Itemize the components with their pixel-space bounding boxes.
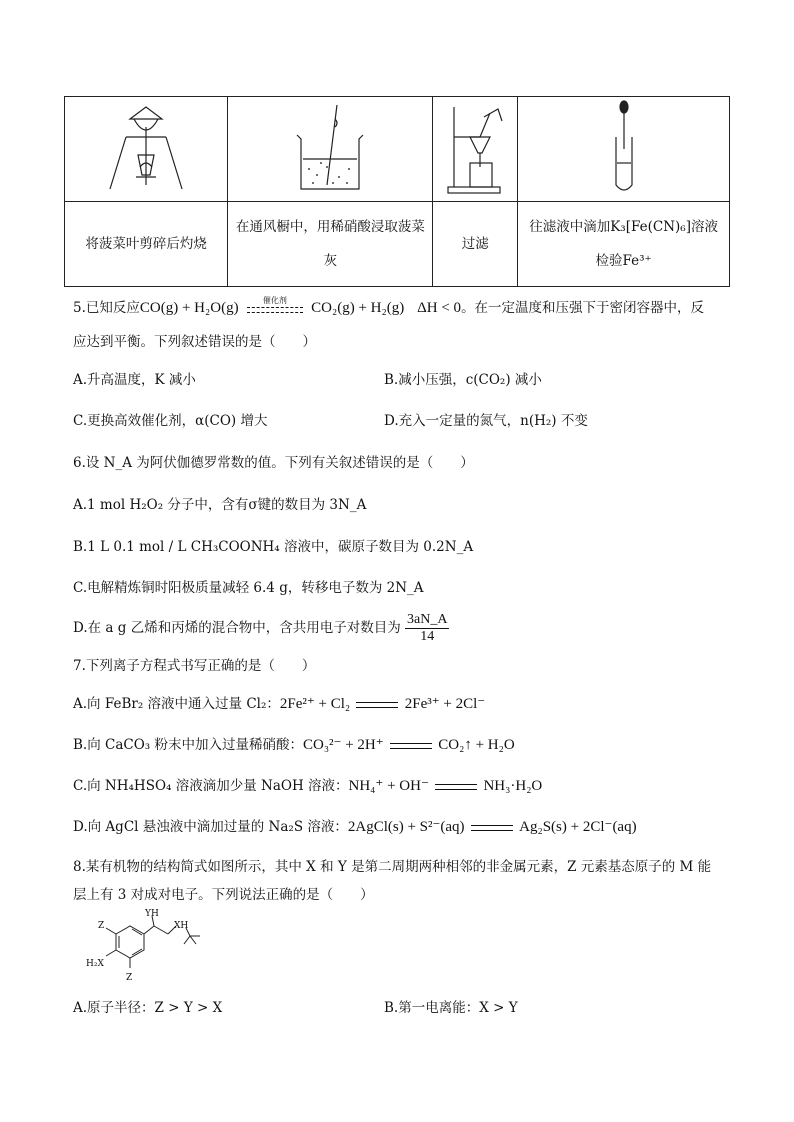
q6-stem: 6.设 N_A 为阿伏伽德罗常数的值。下列有关叙述错误的是（ ） <box>73 455 474 471</box>
yh-label: YH <box>145 909 159 919</box>
dropper-test-tube-icon <box>594 97 654 197</box>
molecule-structure-diagram <box>72 906 212 990</box>
z-label-top: Z <box>98 921 105 931</box>
q8-stem-line1: 8.某有机物的结构简式如图所示，其中 X 和 Y 是第二周期两种相邻的非金属元素，Z 元素基态原子的 M 能 <box>73 859 712 875</box>
q5-reactants: CO(g) + H₂O(g) <box>139 300 239 316</box>
q5-dh: ΔH < 0 <box>417 300 462 316</box>
q6-option-a: A.1 mol H₂O₂ 分子中，含有σ键的数目为 3N_A <box>73 497 367 513</box>
q8-option-b: B.第一电离能：X > Y <box>384 1000 518 1016</box>
ignition-apparatus-cell <box>65 97 228 202</box>
q5-products: CO₂(g) + H₂(g) <box>311 300 405 316</box>
q6-option-b: B.1 L 0.1 mol / L CH₃COONH₄ 溶液中，碳原子数目为 0.2N_A <box>73 539 474 555</box>
filtration-stand-icon <box>440 97 510 197</box>
tripod-crucible-icon <box>96 97 196 197</box>
q5-stem: 5.已知反应CO(g) + H₂O(g) 催化剂 CO₂(g) + H₂(g) ΔH < 0。在一定温度和压强下于密闭容器中，反 <box>73 298 704 318</box>
q7-option-d: D.向 AgCl 悬浊液中滴加过量的 Na₂S 溶液：2AgCl(s) + S²⁻(aq) Ag₂S(s) + 2Cl⁻(aq) <box>73 819 637 835</box>
equals-arrow-icon <box>354 698 400 712</box>
z-label-bottom: Z <box>126 973 133 983</box>
q6-option-c: C.电解精炼铜时阳极质量减轻 6.4 g，转移电子数为 2N_A <box>73 580 424 596</box>
q7-option-a: A.向 FeBr₂ 溶液中通入过量 Cl₂：2Fe²⁺ + Cl₂ 2Fe³⁺ + 2Cl⁻ <box>73 696 486 712</box>
equals-arrow-icon <box>469 821 515 835</box>
q7-stem: 7.下列离子方程式书写正确的是（ ） <box>73 658 316 674</box>
beaker-stirring-cell <box>228 97 433 202</box>
beaker-with-glass-rod-icon <box>275 97 385 197</box>
q5-option-c: C.更换高效催化剂，α(CO) 增大 <box>73 413 268 429</box>
step-1-text: 将菠菜叶剪碎后灼烧 <box>85 236 207 252</box>
xh-label: XH <box>174 921 189 931</box>
q6-option-d: D.在 a g 乙烯和丙烯的混合物中，含共用电子对数目为 $\frac{3aN\_A}{14}$ <box>73 612 448 644</box>
q5-option-d: D.充入一定量的氮气，n(H₂) 不变 <box>384 413 588 429</box>
equals-arrow-icon <box>433 780 479 794</box>
catalyst-label: 催化剂 <box>262 295 287 305</box>
q6-fraction: $\frac{3aN\_A}{14}$ <box>407 612 448 644</box>
h2x-label: H₂X <box>86 959 104 969</box>
q5-stem-line2: 应达到平衡。下列叙述错误的是（ ） <box>73 334 316 350</box>
q7-option-c: C.向 NH₄HSO₄ 溶液滴加少量 NaOH 溶液：NH₄⁺ + OH⁻ NH₃·H₂O <box>73 778 543 794</box>
experiment-table <box>64 96 730 287</box>
equals-arrow-icon <box>388 739 434 753</box>
step-4-text: 往滤液中滴加K₃[Fe(CN)₆]溶液检验Fe³⁺ <box>529 219 718 269</box>
test-tube-cell <box>518 97 730 202</box>
q8-option-a: A.原子半径：Z > Y > X <box>73 1000 223 1016</box>
q5-option-b: B.减小压强，c(CO₂) 减小 <box>384 372 542 388</box>
step-3-text: 过滤 <box>461 236 489 252</box>
q7-option-b: B.向 CaCO₃ 粉末中加入过量稀硝酸：CO₃²⁻ + 2H⁺ CO₂↑ + H₂O <box>73 737 515 753</box>
step-2-text: 在通风橱中，用稀硝酸浸取菠菜灰 <box>235 219 425 269</box>
q5-option-a: A.升高温度，K 减小 <box>73 372 196 388</box>
filtration-cell <box>433 97 518 202</box>
q8-stem-line2: 层上有 3 对成对电子。下列说法正确的是（ ） <box>73 887 374 903</box>
reversible-arrow-icon <box>243 295 307 318</box>
